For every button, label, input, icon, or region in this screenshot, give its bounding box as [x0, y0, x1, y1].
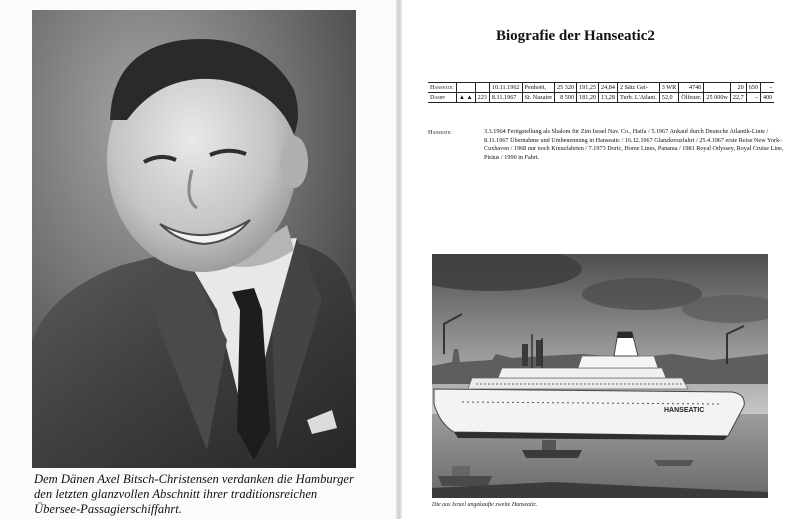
table-cell: 8 500: [555, 93, 577, 103]
ship-illustration: [432, 254, 768, 498]
table-cell: 13,28: [599, 93, 618, 103]
table-cell: [456, 83, 475, 93]
ship-photo: [432, 254, 768, 498]
page-title: Biografie der Hanseatic2: [496, 28, 655, 44]
table-cell: [704, 83, 730, 93]
table-row: [428, 83, 774, 93]
table-cell: 181,20: [577, 93, 599, 103]
history-text: 3.3.1964 Fertigstellung als Shalom für Zim Israel Nav. Co., Haifa / 5.1967 Ankauf durch Deutsche Atlantik-Linie / 8.11.1967 Übernahme und Umbenennung in Hanseatic / 16.12.1967 Glanzkreuzfahrt / 25.4.1967 erste Reise New York–Cuxhaven / 1968 nur noch Kreuzfahrten / 7.1973 Doric, Home Lines, Panama / 1981 Royal Odyssey, Royal Cruise Line, Piräus / 1990 in Fahrt.: [484, 128, 784, 161]
table-cell: 223: [475, 93, 489, 103]
table-cell: 20: [730, 83, 746, 93]
table-cell: 2 Sätz Get-: [617, 83, 659, 93]
portrait-caption: Dem Dänen Axel Bitsch-Christensen verdanken die Hamburger den letzten glanzvollen Abschnitt ihrer traditionsreichen Übersee-Passagierschiffahrt.: [34, 472, 354, 516]
table-cell: 3 WR: [659, 83, 679, 93]
table-cell: Penhoët,: [522, 83, 555, 93]
portrait-illustration: [32, 10, 356, 468]
table-cell: ▲ ▲: [456, 93, 475, 103]
ship-data-table: [428, 82, 774, 103]
table-cell: St. Nazaire: [522, 93, 555, 103]
table-cell: 22,7: [730, 93, 746, 103]
table-cell: 10.11.1962: [489, 83, 522, 93]
photo-caption: Die aus Israel angekaufte zweite Hanseatic.: [432, 502, 538, 508]
table-cell: 4740: [679, 83, 704, 93]
portrait-photo: [32, 10, 356, 468]
table-row: [428, 93, 774, 103]
table-cell: –: [760, 83, 774, 93]
table-cell: 25 320: [555, 83, 577, 93]
table-cell: 400: [760, 93, 774, 103]
hull-name: HANSEATIC: [664, 407, 705, 414]
book-gutter: [396, 0, 402, 519]
table-cell: Hanseatic: [428, 83, 456, 93]
table-cell: Ölfeuer.: [679, 93, 704, 103]
table-cell: 650: [746, 83, 760, 93]
table-cell: Dampf: [428, 93, 456, 103]
table-cell: 24,84: [599, 83, 618, 93]
table-cell: Turb. L'Atlant.: [617, 93, 659, 103]
table-cell: –: [746, 93, 760, 103]
table-cell: 25 000w: [704, 93, 730, 103]
table-cell: 52,0: [659, 93, 679, 103]
table-cell: [475, 83, 489, 93]
history-label: Hanseatic: [428, 129, 452, 136]
table-cell: 191,25: [577, 83, 599, 93]
table-cell: 8.11.1967: [489, 93, 522, 103]
